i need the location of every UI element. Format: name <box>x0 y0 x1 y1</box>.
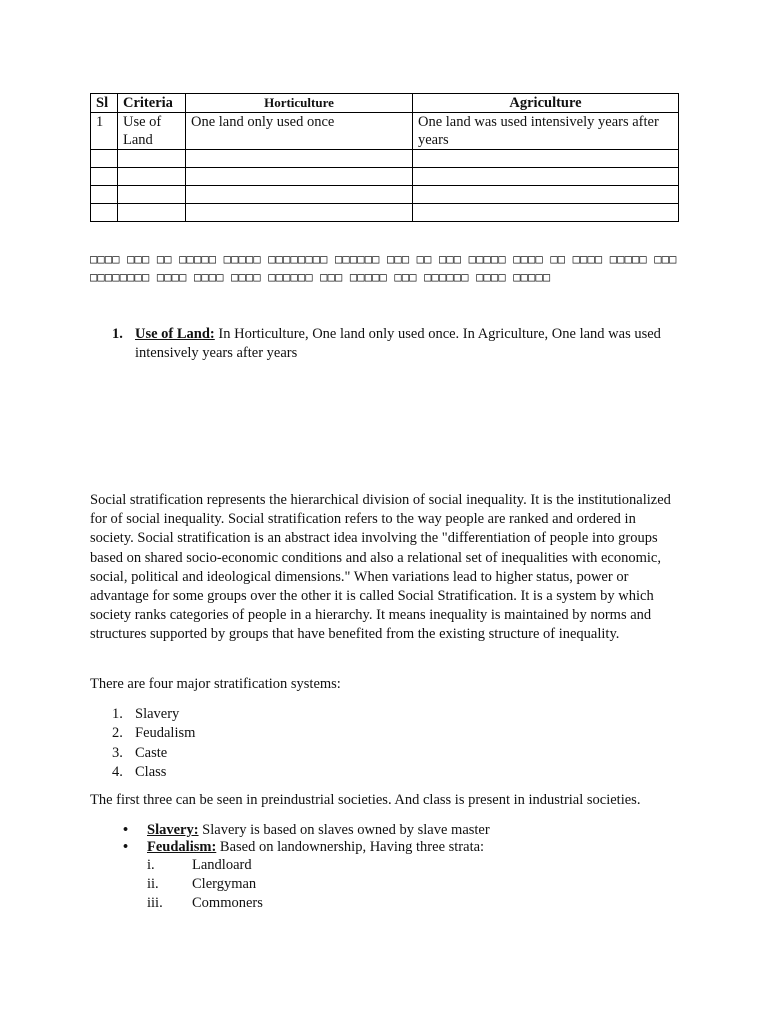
list-item <box>90 744 195 763</box>
list-number: 1. <box>112 326 123 342</box>
list-item-label: Landloard <box>192 857 252 873</box>
bullet-item-slavery <box>90 822 680 839</box>
list-number: iii. <box>147 895 163 912</box>
table-row <box>91 113 679 150</box>
table-cell <box>91 150 118 168</box>
list-number: 1. <box>112 706 123 722</box>
table-cell <box>413 150 679 168</box>
use-of-land-text <box>135 325 680 363</box>
list-item <box>90 705 195 724</box>
list-number: 3. <box>112 744 123 761</box>
list-item-label: Feudalism <box>135 725 196 742</box>
list-item-label: Clergyman <box>192 876 257 893</box>
cell-agriculture: One land was used intensively years after years <box>413 113 679 150</box>
table-row-empty <box>91 168 679 186</box>
cell-horticulture: One land only used once <box>186 113 413 150</box>
list-item-label: Commoners <box>192 895 263 912</box>
table-cell <box>186 150 413 168</box>
list-item-label: Class <box>135 763 167 780</box>
cell-sl: 1 <box>91 113 118 150</box>
bullet-label: Feudalism: <box>147 839 217 855</box>
list-number: ii. <box>147 876 159 893</box>
table-cell <box>413 204 679 222</box>
bullet-text: Slavery is based on slaves owned by slave master <box>198 822 490 838</box>
table-cell <box>91 204 118 222</box>
list-item <box>90 763 195 782</box>
stratification-paragraph: Social stratification represents the hierarchical division of social inequality. It is the institutionalized for of social inequality. Social stratification refers to the way people are ranked and ordered in society. Social stratification is an abstract idea involving the "differentiation of people into groups based on shared socio-economic conditions and also a relational set of inequalities with economic, social, political and ideological dimensions." When variations lead to higher status, power or advantage for some groups over the other it is called Social Stratification. It is a system by which society ranks categories of people in a hierarchy. It means inequality is maintained by norms and structures supported by groups that have benefited from the existing structure of inequality. <box>90 492 671 643</box>
list-number: 4. <box>112 763 123 780</box>
table-row-empty <box>91 150 679 168</box>
bullet-icon: • <box>123 839 129 855</box>
bullet-label: Slavery: <box>147 822 199 838</box>
comparison-table <box>90 93 679 222</box>
systems-lead: There are four major stratification systems: <box>90 676 341 692</box>
use-of-land-body: In Horticulture, One land only used once. In Agriculture, One land was used intensively years after years <box>135 326 661 361</box>
header-sl: Sl <box>91 94 118 113</box>
list-item <box>90 875 680 894</box>
preindustrial-text: The first three can be seen in preindustrial societies. And class is present in industrial societies. <box>90 792 641 808</box>
table-cell <box>186 186 413 204</box>
bullet-text: Based on landownership, Having three strata: <box>216 839 485 855</box>
table-cell <box>91 168 118 186</box>
list-item-label: Caste <box>135 744 168 761</box>
table-cell <box>118 204 186 222</box>
table-cell <box>413 168 679 186</box>
list-item <box>90 894 680 913</box>
bullet-icon: • <box>123 822 129 838</box>
list-item <box>90 856 680 875</box>
table-cell <box>118 186 186 204</box>
table-cell <box>118 150 186 168</box>
table-cell <box>118 168 186 186</box>
table-cell <box>186 168 413 186</box>
list-number: i. <box>147 857 155 873</box>
header-criteria: Criteria <box>118 94 186 113</box>
list-item <box>90 724 195 743</box>
unrendered-script-text: □□□□ □□□ □□ □□□□□ □□□□□ □□□□□□□□ □□□□□□ □□□ □□ □□□ □□□□□ □□□□ □□ □□□□ □□□□□ □□□□□□□□□□□ □□□□ □□□□ □□□□ □□□□□□ □□□ □□□□□ □□□ □□□□□□ □□□□ □□□□□ <box>90 252 677 284</box>
bullet-item-feudalism <box>90 839 680 856</box>
bullet-list <box>90 822 680 914</box>
table-header-row <box>91 94 679 113</box>
list-item-label: Slavery <box>135 706 180 722</box>
table-row-empty <box>91 186 679 204</box>
header-agriculture: Agriculture <box>413 94 679 113</box>
use-of-land-item <box>90 325 680 363</box>
header-horticulture: Horticulture <box>186 94 413 113</box>
list-number: 2. <box>112 725 123 742</box>
table-cell <box>186 204 413 222</box>
table-cell <box>91 186 118 204</box>
cell-criteria: Use of Land <box>118 113 186 150</box>
table-row-empty <box>91 204 679 222</box>
table-cell <box>413 186 679 204</box>
use-of-land-label: Use of Land: <box>135 326 215 342</box>
systems-list <box>90 705 195 782</box>
